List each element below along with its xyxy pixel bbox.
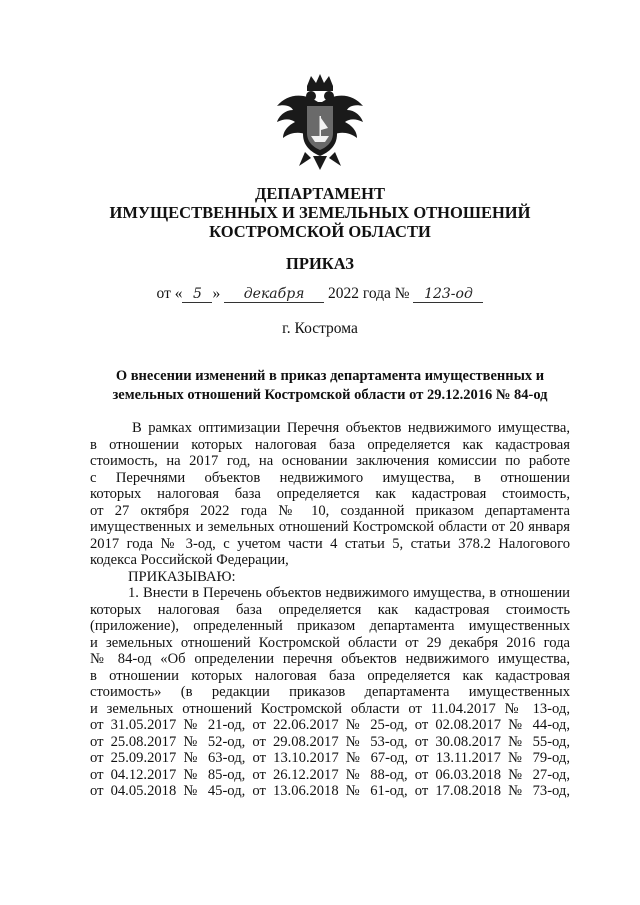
order-number: 123-од <box>413 286 483 303</box>
item-line: которых налоговая база определяется как кадастровая стоимость <box>90 601 570 618</box>
body-line: с Перечнями объектов недвижимого имущества, в отношении <box>90 469 570 486</box>
body-line: кодекса Российской Федерации, <box>90 552 289 568</box>
item-line: от 04.05.2018 № 45-од, от 13.06.2018 № 61-од, от 17.08.2018 № 73-од, <box>90 783 570 799</box>
order-subject <box>100 367 560 405</box>
date-day: 5 <box>182 286 212 303</box>
order-body <box>90 420 570 800</box>
body-line: 2017 года № 3-од, с учетом части 4 статьи 5, статьи 378.2 Налогового <box>90 535 570 552</box>
department-title-line2: ИМУЩЕСТВЕННЫХ И ЗЕМЕЛЬНЫХ ОТНОШЕНИЙ <box>109 203 531 222</box>
department-title-line3: КОСТРОМСКОЙ ОБЛАСТИ <box>209 222 431 241</box>
body-line: в отношении которых налоговая база определяется как кадастровая <box>90 436 570 453</box>
body-line: стоимость, на 2017 год, на основании заключения комиссии по работе <box>90 453 570 469</box>
city: г. Кострома <box>282 320 358 337</box>
item-line: от 04.12.2017 № 85-од, от 26.12.2017 № 88-од, от 06.03.2018 № 27-од, <box>90 766 570 783</box>
date-month: декабря <box>224 286 324 303</box>
date-prefix: от « <box>156 285 183 302</box>
date-line <box>0 285 640 303</box>
item-line: и земельных отношений Костромской области от 29 декабря 2016 года <box>90 634 570 651</box>
order-subject-line2: земельных отношений Костромской области от 29.12.2016 № 84-од <box>112 387 548 403</box>
item-line: (приложение), определенный приказом департамента имущественных <box>90 618 570 634</box>
item-line: от 25.08.2017 № 52-од, от 29.08.2017 № 53-од, от 30.08.2017 № 55-од, <box>90 733 570 750</box>
date-year: 2022 года № <box>327 285 410 302</box>
body-line: которых налоговая база определяется как кадастровая стоимость, <box>90 486 570 502</box>
item-line: 1. Внести в Перечень объектов недвижимого имущества, в отношении <box>128 585 570 601</box>
item-line: стоимость» (в редакции приказов департамента имущественных <box>90 684 570 700</box>
document-type: ПРИКАЗ <box>286 254 354 273</box>
item-line: от 25.09.2017 № 63-од, от 13.10.2017 № 67-од, от 13.11.2017 № 79-од, <box>90 750 570 766</box>
order-subject-line1: О внесении изменений в приказ департамента имущественных и <box>115 368 545 384</box>
body-line: имущественных и земельных отношений Костромской области от 20 января <box>90 519 570 535</box>
prikazyvayu: ПРИКАЗЫВАЮ: <box>128 568 236 585</box>
department-title-line1: ДЕПАРТАМЕНТ <box>255 184 385 203</box>
date-mid: » <box>212 285 221 302</box>
body-line: от 27 октября 2022 года № 10, созданной приказом департамента <box>90 502 570 519</box>
item-line: в отношении которых налоговая база определяется как кадастровая <box>90 667 570 684</box>
item-line: от 31.05.2017 № 21-од, от 22.06.2017 № 25-од, от 02.08.2017 № 44-од, <box>90 717 570 733</box>
item-line: № 84-од «Об определении перечня объектов недвижимого имущества, <box>90 651 570 667</box>
body-line: В рамках оптимизации Перечня объектов недвижимого имущества, <box>132 420 570 436</box>
item-line: и земельных отношений Костромской области от 11.04.2017 № 13-од, <box>90 700 570 717</box>
coat-of-arms-icon <box>273 72 367 172</box>
